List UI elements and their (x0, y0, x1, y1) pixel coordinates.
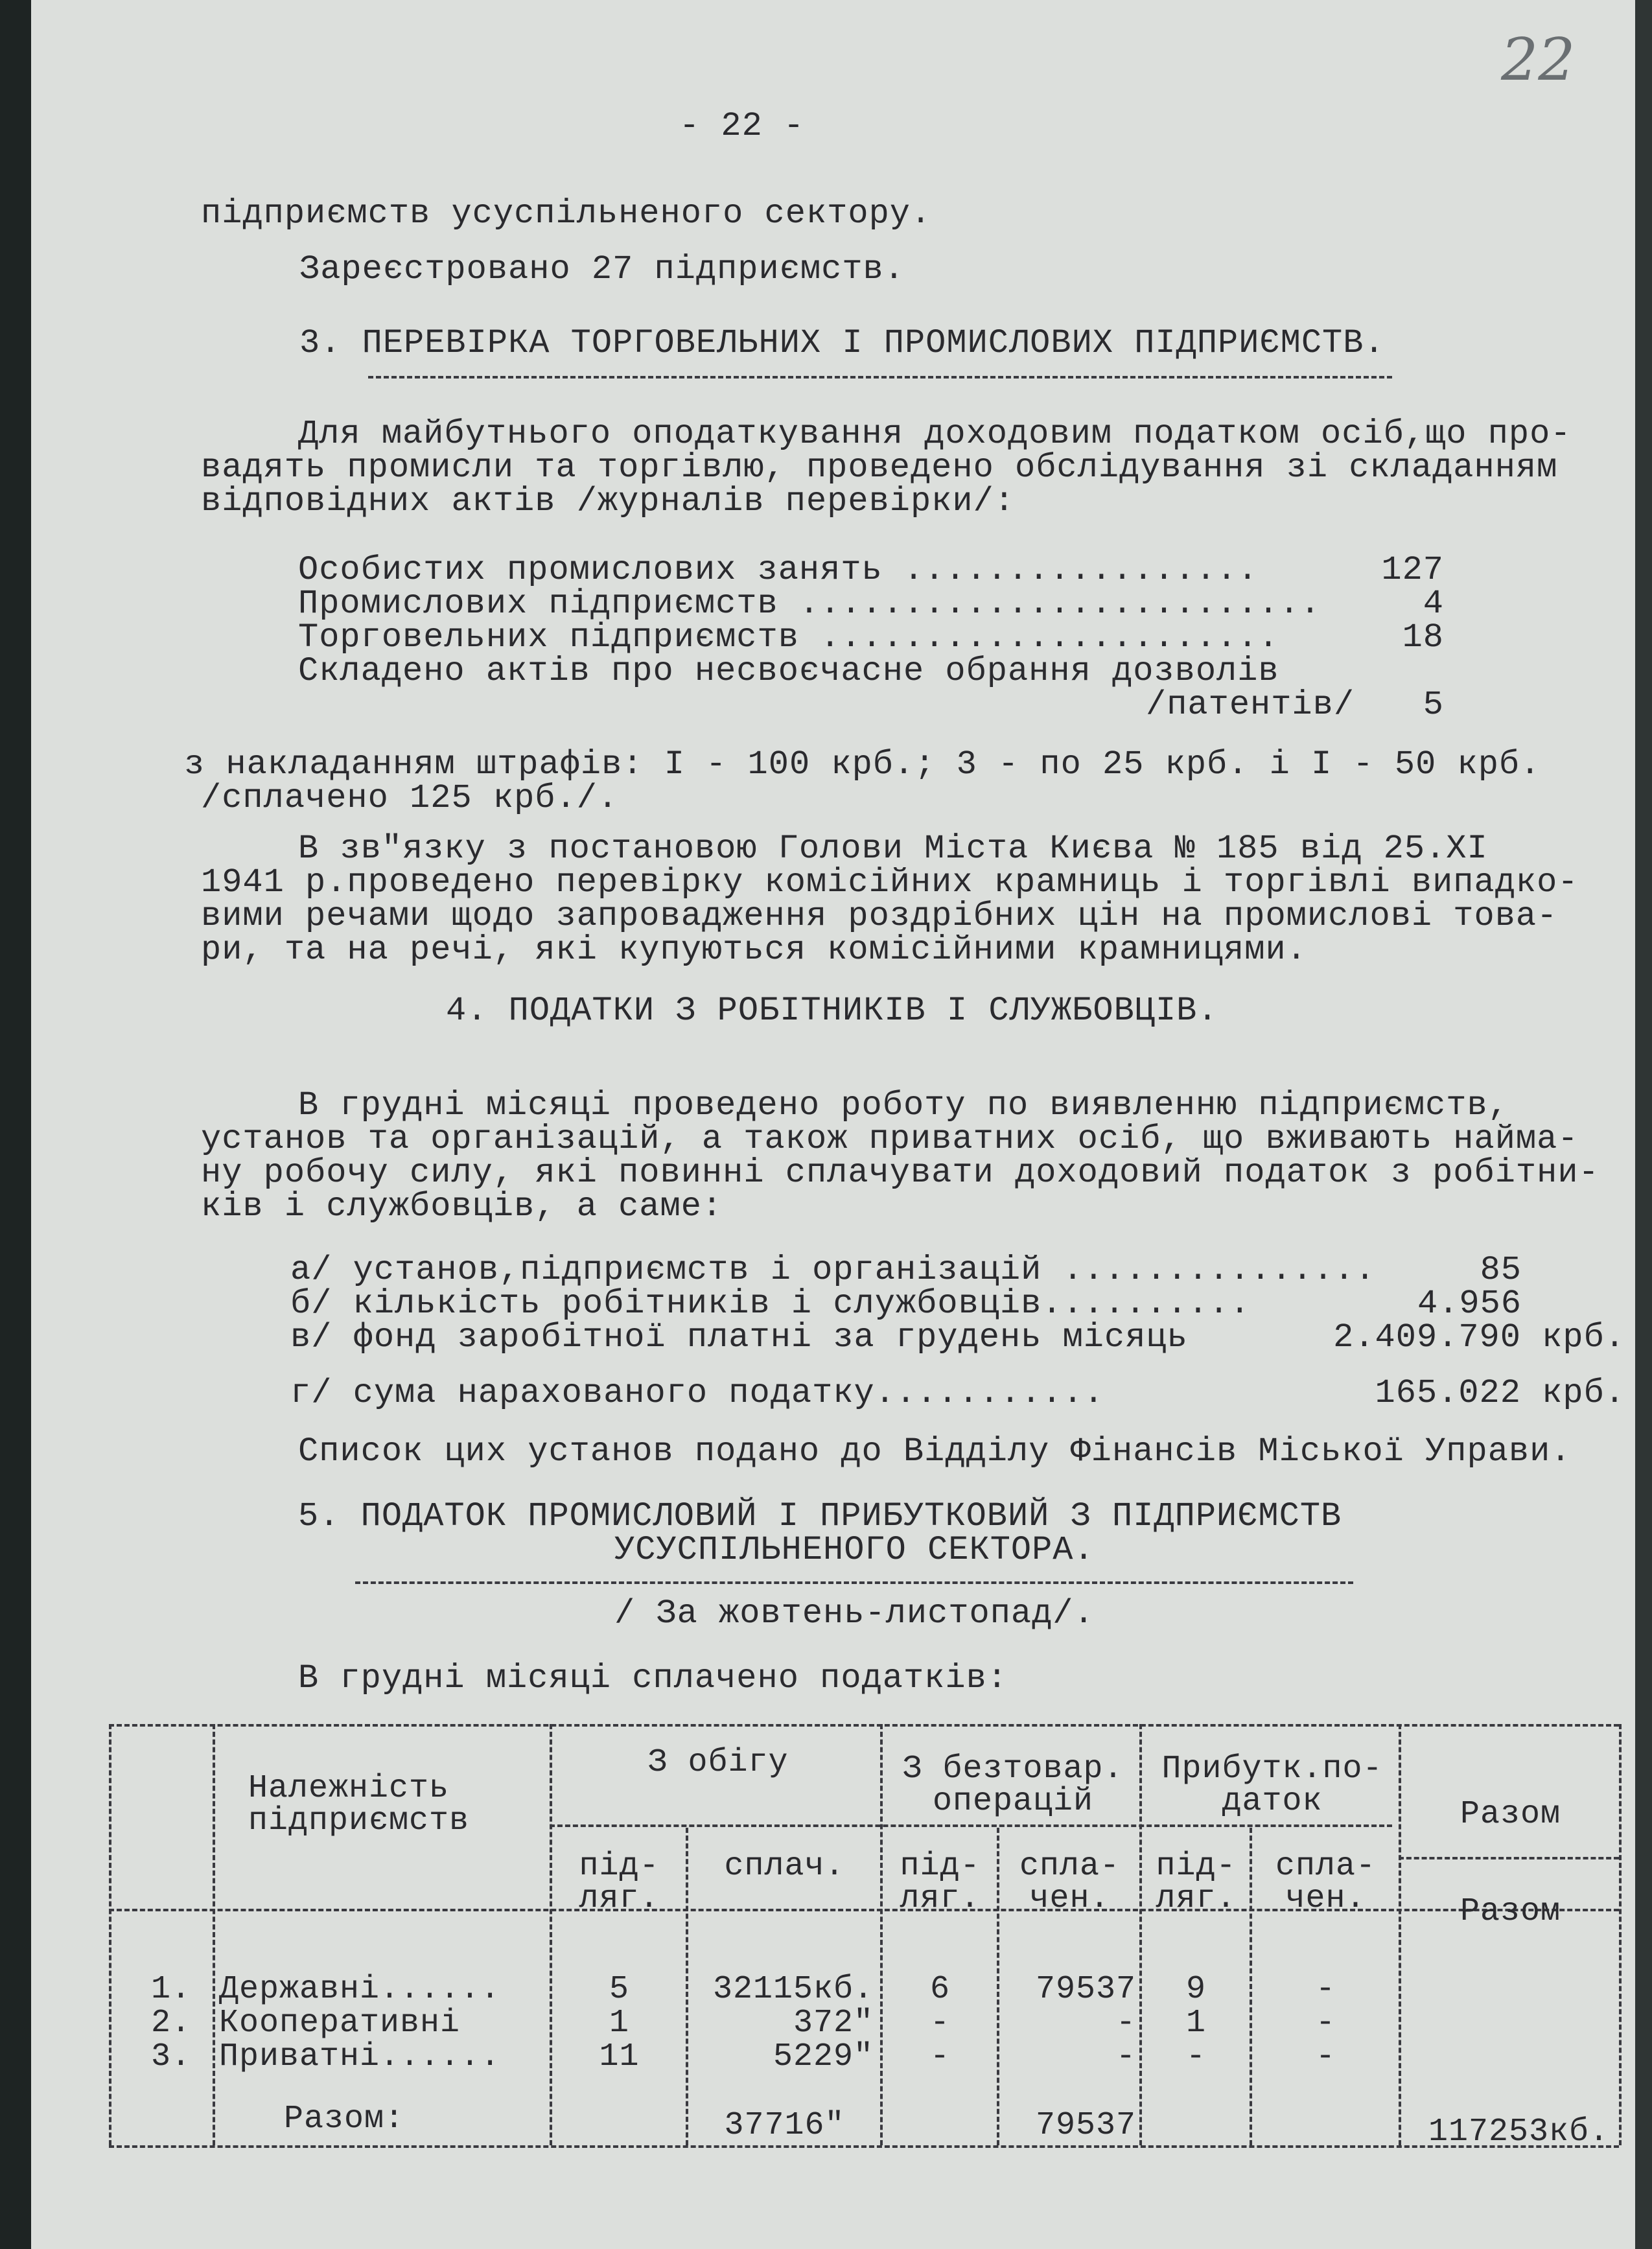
section-5-title-line-2: УСУСПІЛЬНЕНОГО СЕКТОРА. (614, 1531, 1095, 1569)
table-col-line (1619, 1724, 1622, 2145)
list-item-label: Особистих промислових занять ................. (298, 551, 1259, 589)
cell-turnover-liable: 11 (599, 2038, 640, 2075)
list-item-label: Промислових підприємств ......................... (298, 585, 1321, 623)
section-4-para-line-4: ків і службовців, а саме: (201, 1187, 723, 1226)
header-belonging-line-1: Належність (248, 1770, 450, 1807)
subheader-paid: спла- (1275, 1848, 1377, 1885)
header-belonging-line-2: підприємств (248, 1802, 470, 1839)
section-3-para2-line-4: ри, та на речі, які купуються комісійними крамницями. (201, 931, 1307, 969)
cell-nongoods-liable: 6 (929, 1971, 950, 2008)
intro-line-2: Зареєстровано 27 підприємств. (299, 250, 905, 288)
row-name: Державні...... (219, 1971, 501, 2008)
section-3-para2-line-2: 1941 р.проведено перевірку комісійних крамниць і торгівлі випадко- (201, 863, 1579, 902)
cell-turnover-liable: 5 (609, 1971, 629, 2008)
cell-nongoods-paid: - (1115, 2038, 1136, 2075)
grand-total: 117253кб. (1428, 2114, 1609, 2150)
cell-income-paid: - (1315, 2005, 1336, 2042)
header-income-line-2: даток (1222, 1783, 1323, 1820)
cell-turnover-paid: 5229" (773, 2038, 874, 2075)
fines-line-1: з накладанням штрафів: І - 100 крб.; 3 - по 25 крб. і І - 50 крб. (184, 745, 1541, 784)
cell-turnover-liable: 1 (609, 2005, 629, 2042)
row-number: 3. (151, 2038, 192, 2075)
header-nongoods-line-1: З безтовар. (902, 1751, 1124, 1788)
list-item-value: 4 (1423, 585, 1444, 623)
row-number: 2. (151, 2005, 192, 2042)
table-col-line (1250, 1828, 1252, 2145)
fines-line-2: /сплачено 125 крб./. (201, 779, 619, 817)
list-item-value: 4.956 (1417, 1285, 1522, 1323)
scan-edge (1635, 0, 1652, 2249)
subheader-liable: під- (900, 1848, 981, 1885)
header-nongoods-line-2: операцій (932, 1783, 1094, 1820)
table-col-line (550, 1724, 552, 2145)
section-4-para-line-1: В грудні місяці проведено роботу по виявленню підприємств, (298, 1086, 1509, 1124)
cell-nongoods-paid: 79537 (1035, 1971, 1136, 2008)
handwritten-page-marker: 22 (1501, 26, 1576, 94)
total-label: Разом: (284, 2101, 405, 2138)
subheader-liable: під- (579, 1848, 660, 1885)
section-3-para-line-1: Для майбутнього оподаткування доходовим податком осіб,що про- (298, 415, 1572, 453)
subheader-total: Разом (1460, 1893, 1561, 1930)
table-bottom-border (109, 2145, 1619, 2148)
subheader-paid: спла- (1019, 1848, 1121, 1885)
subheader-liable: ляг. (900, 1880, 981, 1917)
binder-strip (0, 0, 31, 2249)
subheader-paid: чен. (1285, 1880, 1366, 1917)
total-turnover-paid: 37716" (724, 2107, 845, 2144)
cell-income-liable: - (1185, 2038, 1206, 2075)
intro-line-1: підприємств усуспільненого сектору. (201, 194, 932, 233)
cell-income-liable: 1 (1185, 2005, 1206, 2042)
header-income-line-1: Прибутк.по- (1161, 1751, 1383, 1788)
cell-nongoods-liable: - (929, 2038, 950, 2075)
page-number: - 22 - (679, 107, 805, 145)
list-item-value: 165.022 крб. (1375, 1374, 1625, 1412)
section-3-title: 3. ПЕРЕВІРКА ТОРГОВЕЛЬНИХ І ПРОМИСЛОВИХ ПІДПРИЄМСТВ. (299, 324, 1385, 362)
section-3-para-line-2: вадять промисли та торгівлю, проведено обслідування зі складанням (201, 449, 1558, 487)
list-item-value: 2.409.790 крб. (1333, 1318, 1625, 1357)
cell-turnover-paid: 32115кб. (712, 1971, 874, 2008)
table-col-line (686, 1828, 688, 2145)
list-item-label: Торговельних підприємств ...................... (298, 618, 1279, 657)
document-page (31, 0, 1635, 2249)
list-item-value: 5 (1423, 686, 1444, 724)
table-col-line (109, 1724, 111, 2145)
list-item-value: 85 (1480, 1251, 1522, 1289)
list-item-label: а/ установ,підприємств і організацій ............... (290, 1251, 1376, 1289)
table-col-line (880, 1724, 883, 2145)
total-nongoods-paid: 79537 (1035, 2107, 1136, 2144)
cell-income-paid: - (1315, 1971, 1336, 2008)
list-item-label: в/ фонд заробітної платні за грудень місяць (290, 1318, 1188, 1357)
section-3-underline (368, 376, 1392, 379)
row-name: Кооперативні (219, 2005, 461, 2042)
subheader-liable: ляг. (1156, 1880, 1237, 1917)
subheader-paid: чен. (1029, 1880, 1110, 1917)
section-5-underline (355, 1581, 1353, 1584)
list-item-value: 127 (1381, 551, 1444, 589)
header-turnover: З обігу (647, 1744, 789, 1781)
table-subheader-border (550, 1824, 1392, 1827)
subheader-liable: ляг. (579, 1880, 660, 1917)
section-5-intro: В грудні місяці сплачено податків: (298, 1659, 1008, 1697)
row-name: Приватні...... (219, 2038, 501, 2075)
section-4-title: 4. ПОДАТКИ З РОБІТНИКІВ І СЛУЖБОВЦІВ. (446, 992, 1218, 1030)
section-4-para-line-3: ну робочу силу, які повинні сплачувати доходовий податок з робітни- (201, 1154, 1600, 1192)
subheader-liable: під- (1156, 1848, 1237, 1885)
section-5-title-line-1: 5. ПОДАТОК ПРОМИСЛОВИЙ І ПРИБУТКОВИЙ З ПІДПРИЄМСТВ (298, 1497, 1342, 1535)
header-total: Разом (1460, 1796, 1561, 1833)
cell-income-liable: 9 (1185, 1971, 1206, 2008)
list-item-label: /патентів/ (1146, 686, 1355, 724)
cell-nongoods-liable: - (929, 2005, 950, 2042)
list-item-label: б/ кількість робітників і службовців.......... (290, 1285, 1251, 1323)
list-item-value: 18 (1402, 618, 1444, 657)
subheader-paid: сплач. (724, 1848, 845, 1885)
list-item-label: Складено актів про несвоєчасне обрання дозволів (298, 652, 1279, 690)
cell-nongoods-paid: - (1115, 2005, 1136, 2042)
cell-income-paid: - (1315, 2038, 1336, 2075)
section-3-para2-line-1: В зв"язку з постановою Голови Міста Києва № 185 від 25.ХІ (298, 830, 1488, 868)
section-4-note: Список цих установ подано до Відділу Фінансів Міської Управи. (298, 1432, 1572, 1471)
table-top-border (109, 1724, 1619, 1727)
table-col-line (213, 1724, 215, 2145)
cell-turnover-paid: 372" (793, 2005, 874, 2042)
section-3-para-line-3: відповідних актів /журналів перевірки/: (201, 482, 1015, 520)
table-subheader-border-total (1399, 1857, 1619, 1859)
table-col-line (997, 1828, 999, 2145)
list-item-label: г/ сума нарахованого податку........... (290, 1374, 1104, 1412)
section-5-period: / За жовтень-листопад/. (614, 1594, 1095, 1633)
section-3-para2-line-3: вими речами щодо запровадження роздрібних цін на промислові това- (201, 897, 1558, 935)
row-number: 1. (151, 1971, 192, 2008)
section-4-para-line-2: установ та організацій, а також приватних осіб, що вживають найма- (201, 1120, 1579, 1158)
